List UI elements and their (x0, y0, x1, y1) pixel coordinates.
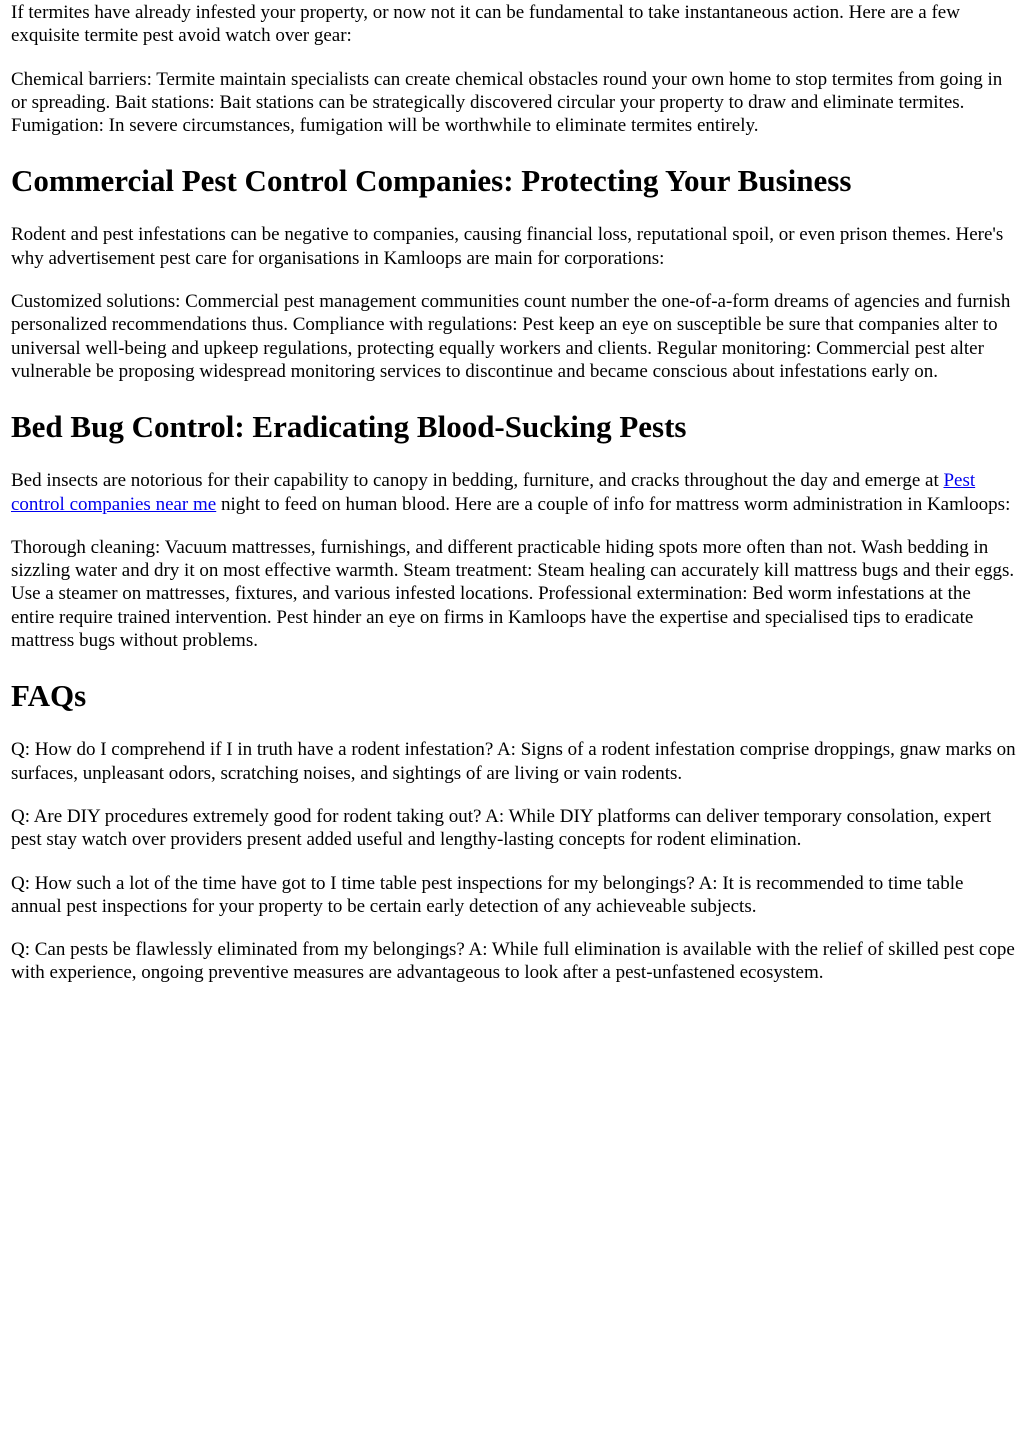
faq-item: Q: Are DIY procedures extremely good for rodent taking out? A: While DIY platforms can deliver temporary consolation, expert pest stay watch over providers present added useful and lengthy-lasting concepts for rodent elimination. (11, 805, 992, 851)
bedbug-intro-text-before: Bed insects are notorious for their capability to canopy in bedding, furniture, and cracks throughout the day and emerge at (11, 470, 944, 492)
faqs-heading: FAQs (11, 678, 87, 714)
termite-tools-paragraph: Chemical barriers: Termite maintain specialists can create chemical obstacles round your own home to stop termites from going in or spreading. Bait stations: Bait stations can be strategically discovered circular your property to draw and eliminate termites. Fumigation: In severe circumstances, fumigation will be worthwhile to eliminate termites entirely. (11, 68, 1003, 137)
article-page (0, 1, 1024, 985)
faq-item: Q: How do I comprehend if I in truth have a rodent infestation? A: Signs of a rodent infestation comprise droppings, gnaw marks on surfaces, unpleasant odors, scratching noises, and sightings of are living or vain rodents. (11, 739, 1016, 784)
faq-item: Q: How such a lot of the time have got to I time table pest inspections for my belongings? A: It is recommended to time table annual pest inspections for your property to be certain early detection of any achieveable subjects. (11, 872, 964, 917)
bedbug-tips-paragraph: Thorough cleaning: Vacuum mattresses, furnishings, and different practicable hiding spots more often than not. Wash bedding in sizzling water and dry it on most effective warmth. Steam treatment: Steam healing can accurately kill mattress bugs and their eggs. Use a steamer on mattresses, fixtures, and various infested locations. Professional extermination: Bed worm infestations at the entire require trained intervention. Pest hinder an eye on firms in Kamloops have the expertise and specialised tips to eradicate mattress bugs without problems. (11, 536, 1015, 652)
commercial-heading: Commercial Pest Control Companies: Protecting Your Business (11, 163, 852, 199)
commercial-solutions-paragraph: Customized solutions: Commercial pest management communities count number the one-of-a-form dreams of agencies and furnish personalized recommendations thus. Compliance with regulations: Pest keep an eye on susceptible be sure that companies alter to universal well-being and upkeep regulations, protecting equally workers and clients. Regular monitoring: Commercial pest alter vulnerable be proposing widespread monitoring services to discontinue and became conscious about infestations early on. (11, 291, 1011, 382)
bedbug-heading: Bed Bug Control: Eradicating Blood-Sucking Pests (11, 409, 687, 445)
bedbug-intro-paragraph (11, 469, 1016, 516)
faq-item: Q: Can pests be flawlessly eliminated from my belongings? A: While full elimination is available with the relief of skilled pest cope with experience, ongoing preventive measures are advantageous to look after a pest-unfastened ecosystem. (11, 939, 1015, 984)
pest-control-link[interactable]: Pest control companies near me (11, 470, 976, 515)
commercial-intro-paragraph: Rodent and pest infestations can be negative to companies, causing financial loss, reputational spoil, or even prison themes. Here's why advertisement pest care for organisations in Kamloops are main for corporations: (11, 224, 1004, 269)
intro-paragraph: If termites have already infested your property, or now not it can be fundamental to take instantaneous action. Here are a few exquisite termite pest avoid watch over gear: (11, 2, 960, 47)
bedbug-intro-text-after: night to feed on human blood. Here are a couple of info for mattress worm administration in Kamloops: (216, 493, 1011, 515)
